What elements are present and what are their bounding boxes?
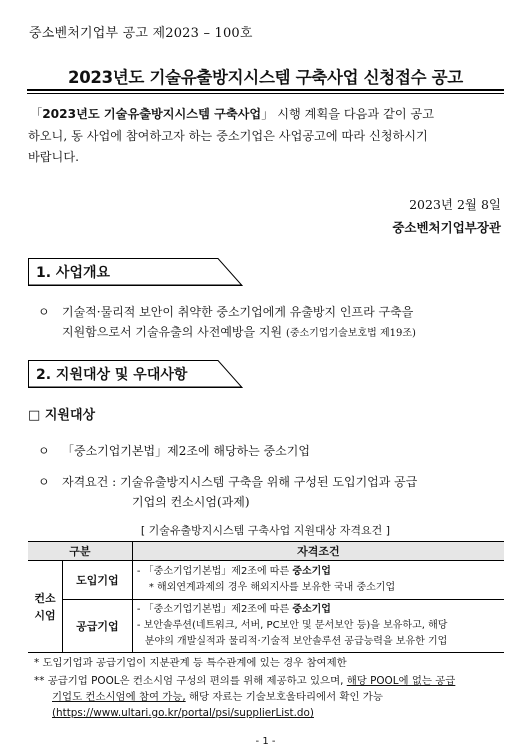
consortium-group-cell [28,561,63,653]
intro-line-1 [28,104,508,126]
notes [34,655,514,721]
section-1-line-1: 기술적·물리적 보안이 취약한 중소기업에게 유출방지 인프라 구축을 [62,305,414,319]
law-reference: (중소기업기술보호법 제19조) [285,328,416,339]
intro-paragraph [28,104,508,169]
target-bullet-1 [38,441,518,461]
target-bullet-2 [38,472,518,512]
condition-note: * 해외연계과제의 경우 해외지사를 보유한 국내 중소기업 [148,582,396,593]
section-1-bullet [38,302,518,344]
intro-line1-rest: 시행 계획을 다음과 같이 공고 [273,107,435,121]
section-2-heading [28,360,243,386]
condition-line-3: 분야의 개발실적과 물리적·기술적 보안솔루션 공급능력을 보유한 기업 [144,636,448,647]
bullet-mark: ㅇ [38,305,50,319]
group-label-2: 시엄 [34,608,56,622]
square-bullet-icon: □ [28,408,41,423]
section-1-title: 1. 사업개요 [36,265,111,281]
supplier-list-link[interactable] [34,705,514,721]
title-rule-thick [27,89,504,91]
section-1-line-2: 지원함으로서 기술유출의 사전예방을 지원 [62,325,283,339]
condition-line-2: - 보안솔루션(네트워크, 서버, PC보안 및 문서보안 등)을 보유하고, 해당 [136,620,448,631]
condition-bold: 중소기업 [292,604,331,615]
group-label-1: 컨소 [34,591,56,605]
note-2-underlined-2: 기업도 컨소시엄에 참여 가능, [52,691,186,703]
target-bullet-1-text: 「중소기업기본법」제2조에 해당하는 중소기업 [62,444,310,458]
issuer: 중소벤처기업부장관 [392,220,501,235]
row-condition [132,561,504,600]
note-2-cont [34,689,514,705]
title-rule-thin [27,93,504,94]
intro-line-3: 바랍니다. [28,150,79,164]
subsection-support-target [28,404,95,423]
condition-text: - 「중소기업기본법」제2조에 따른 [136,604,293,615]
header-category: 구분 [28,542,132,561]
table-header-row [28,542,504,561]
qualification-line-2: 기업의 컨소시엄(과제) [132,495,250,509]
intro-line-2: 하오니, 동 사업에 참여하고자 하는 중소기업은 사업공고에 따라 신청하시기 [28,128,428,143]
condition-bold: 중소기업 [292,566,331,577]
note-2-underlined-1: 해당 POOL에 없는 공급 [346,675,456,687]
row-type: 공급기업 [63,600,133,653]
condition-text: - 「중소기업기본법」제2조에 따른 [136,566,293,577]
quote-open: 「 [30,107,43,121]
page-number: - 1 - [255,736,276,747]
qualification-table [28,541,504,653]
table-caption: [ 기술유출방지시스템 구축사업 지원대상 자격요건 ] [140,524,391,537]
note-1: * 도입기업과 공급기업이 지분관계 등 특수관계에 있는 경우 참여제한 [34,657,347,669]
table-row [28,561,504,600]
page-title: 2023년도 기술유출방지시스템 구축사업 신청접수 공고 [68,68,463,87]
section-2-title: 2. 지원대상 및 우대사항 [36,367,188,383]
quote-close: 」 [261,107,274,121]
program-name: 2023년도 기술유출방지시스템 구축사업 [42,107,262,121]
bullet-mark: ㅇ [38,444,50,458]
notice-number: 중소벤처기업부 공고 제2023 – 100호 [29,26,253,41]
link-text[interactable]: (https://www.ultari.go.kr/portal/psi/supplierList.do) [52,707,314,719]
note-2 [34,673,514,689]
section-1-heading [28,258,243,284]
bullet-mark: ㅇ [38,475,50,489]
announcement-date: 2023년 2월 8일 [409,197,501,212]
note-2-rest: 해당 자료는 기술보호울타리에서 확인 가능 [185,691,383,703]
qualification-label: 자격요건 : [62,475,117,489]
header-condition: 자격조건 [132,542,504,561]
subsection-title: 지원대상 [44,408,96,423]
table-row [28,600,504,653]
note-2-prefix: ** 공급기업 POOL은 컨소시엄 구성의 편의를 위해 제공하고 있으며, [34,675,347,687]
row-condition [132,600,504,653]
row-type: 도입기업 [63,561,133,600]
qualification-line-1: 기술유출방지시스템 구축을 위해 구성된 도입기업과 공급 [120,475,418,489]
